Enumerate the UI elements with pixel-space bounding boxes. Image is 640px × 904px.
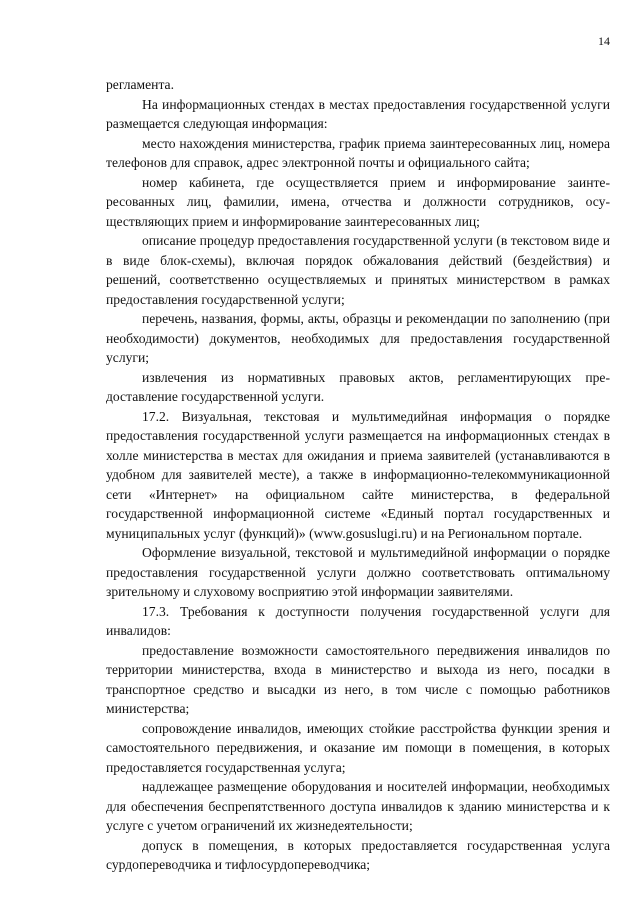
- page-number: 14: [598, 34, 610, 48]
- page-body: [106, 75, 610, 875]
- section-17-2-paragraph: 17.2. Визуальная, текстовая и мультимедийная информация о порядке предоставления государственной услуги размещается на информационных стендах в холле министерства в местах для ожидания и приема заявителей (устанавливаются в удобном для заявителей месте), а также в информационно-телекоммуникационной сети «Интернет» на официальном сайте министерства, в федеральной государственной информационной системе «Единый портал государственных и муниципальных услуг (функций)» (www.gosuslugi.ru) и на Региональном портале.: [106, 408, 610, 541]
- list-item: надлежащее размещение оборудования и носителей информации, необходимых для обеспечения беспрепятственного доступа инвалидов к зданию министерства и к услуге с учетом ограничений их жизнедеятельности;: [106, 779, 610, 833]
- paragraph: На информационных стендах в местах предоставления государственной услуги размещается следующая информация:: [106, 96, 610, 131]
- paragraph: регламента.: [106, 77, 174, 92]
- list-item: извлечения из нормативных правовых актов, регламентирующих предоставление государственной услуги.: [106, 369, 610, 404]
- list-item: предоставление возможности самостоятельного передвижения инвалидов по территории министерства, входа в министерство и выхода из него, посадки в транспортное средство и высадки из него, в том числе с помощью работников министерства;: [106, 642, 610, 716]
- list-item: перечень, названия, формы, акты, образцы и рекомендации по заполнению (при необходимости) документов, необходимых для предоставления государственной услуги;: [106, 311, 610, 365]
- section-17-3-paragraph: 17.3. Требования к доступности получения государственной услуги для инвалидов:: [106, 603, 610, 638]
- list-item: допуск в помещения, в которых предоставляется государственная услуга сурдопереводчика и тифлосурдопереводчика;: [106, 837, 610, 872]
- list-item: описание процедур предоставления государственной услуги (в текстовом виде и в виде блок-схемы), включая порядок обжалования действий (бездействия) и решений, соответственно осуществляемых и принятых министерством в рамках предоставления государственной услуги;: [106, 233, 610, 307]
- list-item: сопровождение инвалидов, имеющих стойкие расстройства функции зрения и самостоятельного передвижения, и оказание им помощи в помещения, в которых предоставляется государственная услуга;: [106, 720, 610, 775]
- list-item: место нахождения министерства, график приема заинтересованных лиц, номера телефонов для справок, адрес электронной почты и официального сайта;: [106, 135, 610, 170]
- list-item: номер кабинета, где осуществляется прием и информирование заинтересованных лиц, фамилии, имена, отчества и должности сотрудников, осуществляющих прием и информирование заинтересованных лиц;: [106, 174, 610, 229]
- paragraph: Оформление визуальной, текстовой и мультимедийной информации о порядке предоставления государственной услуги должно соответствовать оптимальному зрительному и слуховому восприятию этой информации заявителями.: [106, 545, 610, 599]
